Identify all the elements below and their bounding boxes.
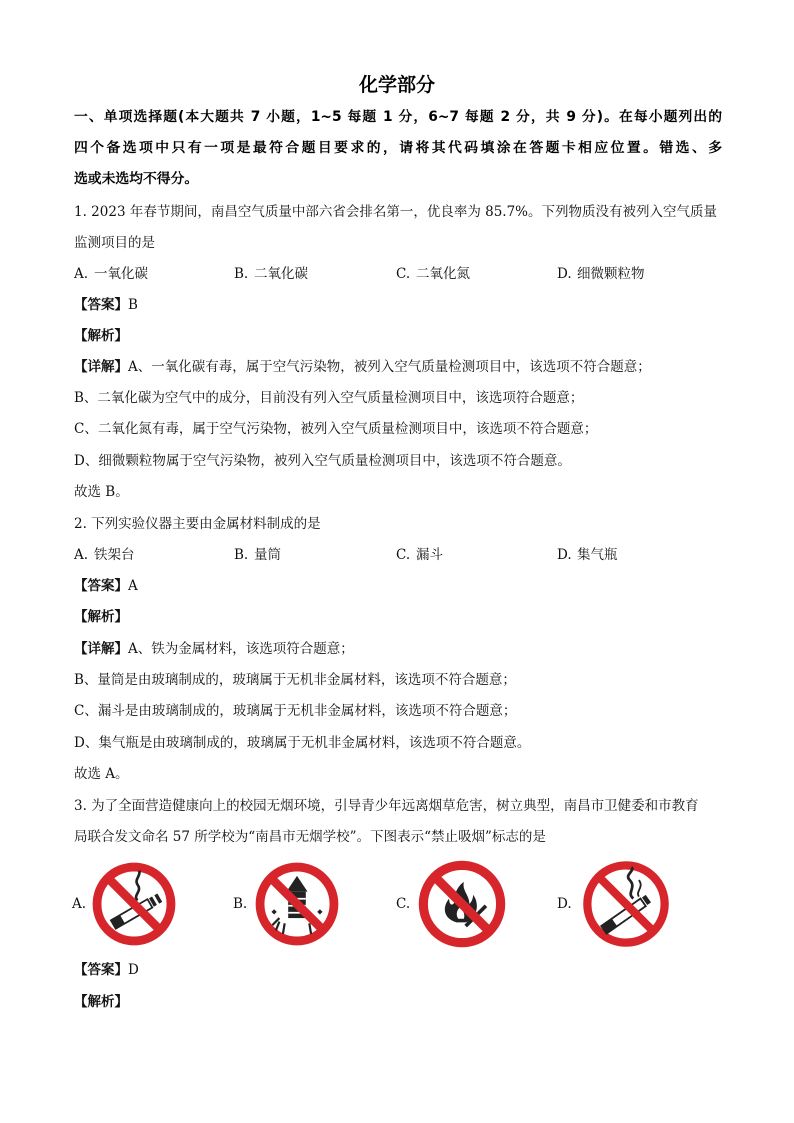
q2-option-c [396,546,443,564]
answer-value: A [128,578,138,594]
q1-option-b [234,265,308,283]
q1-conclusion: 故选 B。 [74,484,129,500]
answer-tag: 【答案】 [74,578,128,594]
option-letter: A. [74,547,89,563]
detail-text: A、铁为金属材料，该选项符合题意； [128,641,354,657]
no-open-flame-sign-icon [416,858,508,950]
answer-tag: 【答案】 [74,297,128,313]
option-letter: B. [234,266,249,282]
option-letter: D. [557,547,572,563]
no-smoking-sign-icon [580,858,672,950]
option-text: 量筒 [254,547,281,563]
q1-detail-line-2: B、二氧化碳为空气中的成分，目前没有列入空气质量检测项目中，该选项符合题意； [74,390,584,406]
q2-detail-line-4: D、集气瓶是由玻璃制成的，玻璃属于无机非金属材料，该选项不符合题意。 [74,735,531,751]
section-header-line-3: 选或未选均不得分。 [74,171,199,187]
q2-analysis-tag: 【解析】 [74,609,128,625]
option-text: 一氧化碳 [94,266,148,282]
option-text: 二氧化碳 [254,266,308,282]
q1-answer [74,296,138,314]
answer-tag: 【答案】 [74,962,128,978]
option-letter: C. [396,547,411,563]
q1-stem-line-2: 监测项目的是 [74,235,155,251]
option-text: 细微颗粒物 [577,266,645,282]
q2-stem: 2. 下列实验仪器主要由金属材料制成的是 [74,516,321,532]
q3-option-a-letter: A. [72,896,87,912]
option-letter: C. [396,266,411,282]
answer-value: B [128,297,138,313]
q3-analysis-tag: 【解析】 [74,994,128,1010]
option-letter: D. [557,266,572,282]
q2-conclusion: 故选 A。 [74,766,129,782]
q3-option-d-letter: D. [557,896,572,912]
section-header-line-1: 一、单项选择题(本大题共 7 小题，1~5 每题 1 分，6~7 每题 2 分，共 9 分)。在每小题列出的 [74,109,722,125]
q1-stem-line-1: 1. 2023 年春节期间，南昌空气质量中部六省会排名第一，优良率为 85.7%。下列物质没有被列入空气质量 [74,204,717,220]
q3-stem-line-2: 局联合发文命名 57 所学校为“南昌市无烟学校”。下图表示“禁止吸烟”标志的是 [74,829,546,845]
q2-option-d [557,546,618,564]
no-fireworks-sign-icon [253,860,341,948]
detail-tag: 【详解】 [74,359,128,375]
q1-detail-line-3: C、二氧化氮有毒，属于空气污染物，被列入空气质量检测项目中，该选项不符合题意； [74,421,598,437]
answer-value: D [128,962,139,978]
q3-answer [74,961,139,979]
detail-text: A、一氧化碳有毒，属于空气污染物，被列入空气质量检测项目中，该选项不符合题意； [128,359,651,375]
q2-detail-line-3: C、漏斗是由玻璃制成的，玻璃属于无机非金属材料，该选项不符合题意； [74,703,517,719]
option-text: 漏斗 [416,547,443,563]
q1-analysis-tag: 【解析】 [74,328,128,344]
q2-detail-line-2: B、量筒是由玻璃制成的，玻璃属于无机非金属材料，该选项不符合题意； [74,672,516,688]
q2-option-a [74,546,135,564]
q3-stem-line-1: 3. 为了全面营造健康向上的校园无烟环境，引导青少年远离烟草危害，树立典型，南昌市卫健委和市教育 [74,798,699,814]
q3-option-c-letter: C. [396,896,411,912]
option-letter: A. [74,266,89,282]
q2-answer [74,577,138,595]
detail-tag: 【详解】 [74,641,128,657]
q2-option-b [234,546,281,564]
option-text: 铁架台 [94,547,135,563]
q1-option-d [557,265,645,283]
section-header-line-2: 四个备选项中只有一项是最符合题目要求的，请将其代码填涂在答题卡相应位置。错选、多 [74,140,722,156]
no-smoking-sign-icon [90,860,178,948]
option-text: 二氧化氮 [416,266,470,282]
q3-option-b-letter: B. [233,896,248,912]
q1-detail-line-1 [74,358,651,376]
option-text: 集气瓶 [577,547,618,563]
option-letter: B. [234,547,249,563]
page-title: 化学部分 [358,74,435,96]
q1-option-a [74,265,148,283]
q2-detail-line-1 [74,640,354,658]
q1-detail-line-4: D、细微颗粒物属于空气污染物，被列入空气质量检测项目中，该选项不符合题意。 [74,453,571,469]
q1-option-c [396,265,470,283]
